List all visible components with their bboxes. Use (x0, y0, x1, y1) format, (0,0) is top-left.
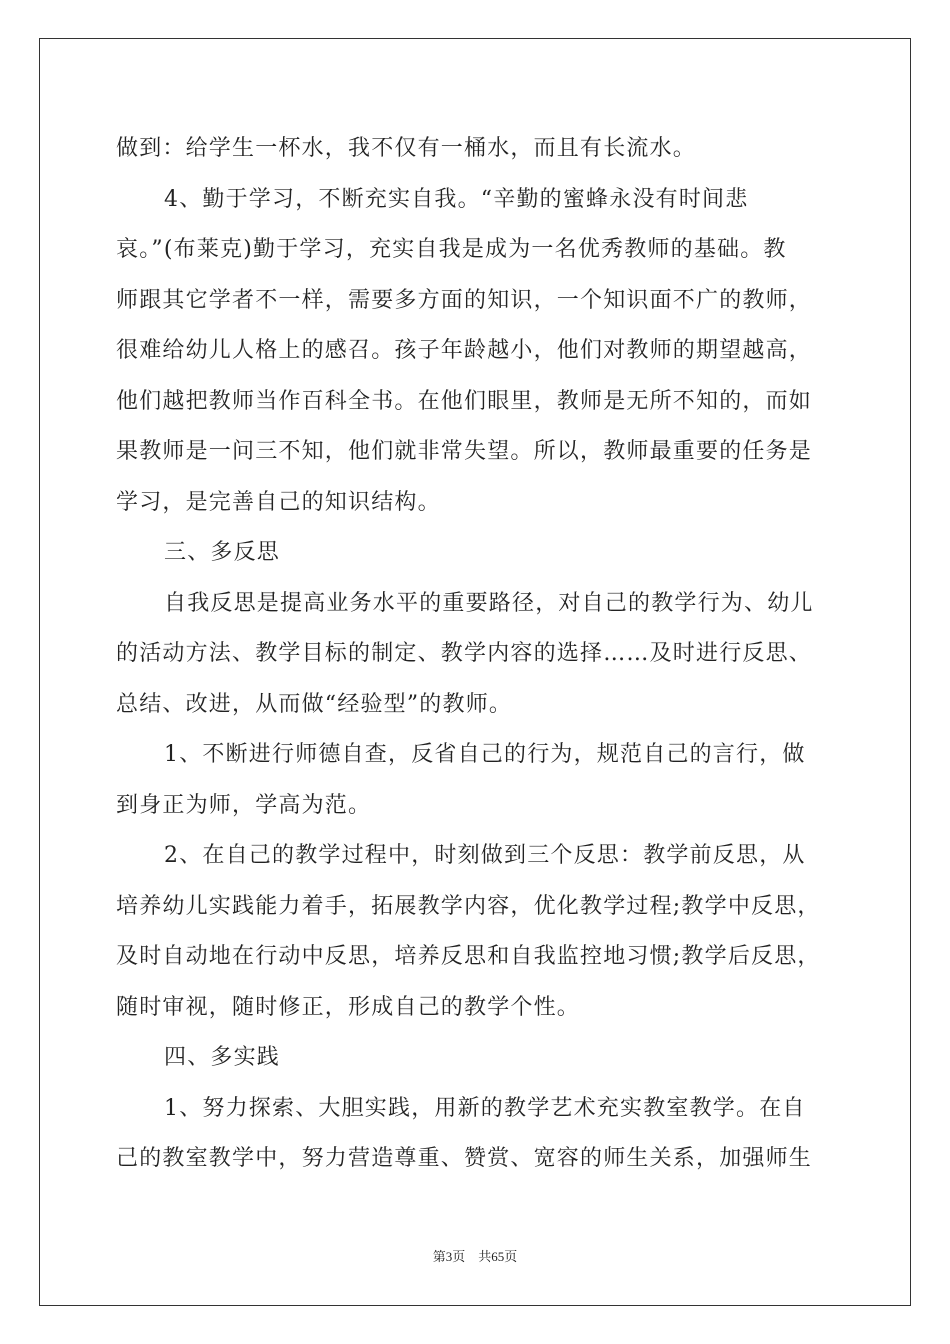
text-line: 哀。”(布莱克)勤于学习，充实自我是成为一名优秀教师的基础。教 (116, 237, 787, 262)
text-line: 2、在自己的教学过程中，时刻做到三个反思：教学前反思，从 (164, 843, 806, 868)
text-line: 到身正为师，学高为范。 (116, 792, 372, 818)
text-line: 4、勤于学习，不断充实自我。“辛勤的蜜蜂永没有时间悲 (164, 186, 749, 212)
text-line: 师跟其它学者不一样，需要多方面的知识，一个知识面不广的教师， (116, 287, 813, 313)
text-line: 总结、改进，从而做“经验型”的教师。 (116, 691, 513, 717)
document-body (116, 124, 836, 1185)
text-line: 随时审视，随时修正，形成自己的教学个性。 (116, 994, 581, 1020)
text-line: 很难给幼儿人格上的感召。孩子年龄越小，他们对教师的期望越高， (116, 338, 813, 363)
text-line: 果教师是一问三不知，他们就非常失望。所以，教师最重要的任务是 (116, 439, 813, 464)
text-line: 他们越把教师当作百科全书。在他们眼里，教师是无所不知的，而如 (116, 388, 813, 414)
page-number-footer: 第3页 共65页 (432, 1249, 518, 1264)
text-line: 1、不断进行师德自查，反省自己的行为，规范自己的言行，做 (164, 742, 806, 767)
text-line: 四、多实践 (164, 1045, 281, 1070)
text-line: 自我反思是提高业务水平的重要路径，对自己的教学行为、幼儿 (164, 590, 814, 616)
text-line: 己的教室教学中，努力营造尊重、赞赏、宽容的师生关系，加强师生 (116, 1146, 813, 1171)
text-line: 及时自动地在行动中反思，培养反思和自我监控地习惯;教学后反思， (116, 944, 821, 969)
text-line: 学习，是完善自己的知识结构。 (116, 489, 441, 515)
text-line: 做到：给学生一杯水，我不仅有一桶水，而且有长流水。 (116, 136, 697, 161)
text-line: 培养幼儿实践能力着手，拓展教学内容，优化教学过程;教学中反思， (116, 893, 821, 919)
text-line: 三、多反思 (164, 540, 281, 565)
text-line: 1、努力探索、大胆实践，用新的教学艺术充实教室教学。在自 (164, 1095, 806, 1121)
text-line: 的活动方法、教学目标的制定、教学内容的选择……及时进行反思、 (116, 641, 813, 666)
